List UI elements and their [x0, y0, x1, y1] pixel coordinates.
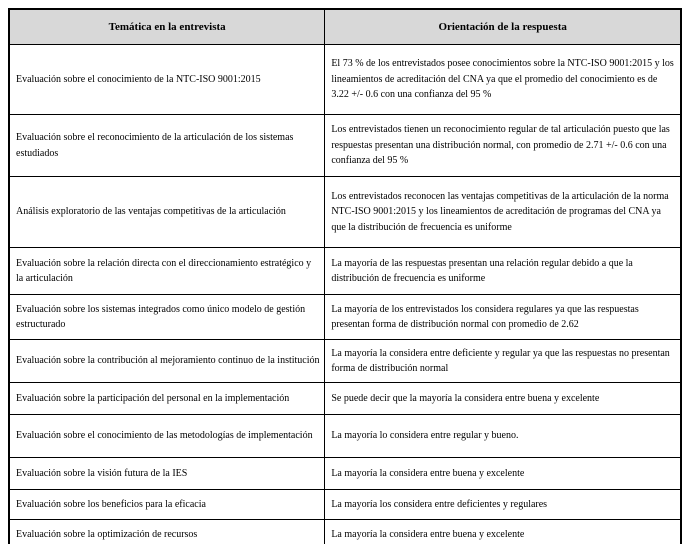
interview-results-table	[8, 8, 682, 544]
orientacion-cell: La mayoría lo considera entre regular y bueno.	[325, 415, 681, 458]
table-row	[9, 45, 681, 115]
table-row	[9, 115, 681, 177]
table-row	[9, 295, 681, 340]
table-row	[9, 520, 681, 544]
orientacion-cell: El 73 % de los entrevistados posee conocimientos sobre la NTC-ISO 9001:2015 y los lineamientos de acreditación del CNA ya que el promedio del conocimiento es de 3.22 +/- 0.6 con una confianza del 95 %	[325, 45, 681, 115]
tematica-cell: Evaluación sobre el conocimiento de la NTC-ISO 9001:2015	[9, 45, 325, 115]
orientacion-cell: La mayoría los considera entre deficientes y regulares	[325, 490, 681, 520]
orientacion-cell: Se puede decir que la mayoría la considera entre buena y excelente	[325, 383, 681, 415]
orientacion-cell: La mayoría de las respuestas presentan una relación regular debido a que la distribución de frecuencia es uniforme	[325, 248, 681, 295]
tematica-cell: Evaluación sobre el conocimiento de las metodologías de implementación	[9, 415, 325, 458]
table-row	[9, 415, 681, 458]
table-row	[9, 340, 681, 383]
tematica-cell: Evaluación sobre la visión futura de la IES	[9, 458, 325, 490]
table-row	[9, 458, 681, 490]
table-body	[9, 45, 681, 544]
tematica-cell: Evaluación sobre la relación directa con el direccionamiento estratégico y la articulación	[9, 248, 325, 295]
header-row	[9, 9, 681, 45]
table-row	[9, 383, 681, 415]
orientacion-cell: La mayoría la considera entre deficiente y regular ya que las respuestas no presentan forma de distribución normal	[325, 340, 681, 383]
orientacion-cell: La mayoría de los entrevistados los considera regulares ya que las respuestas presentan forma de distribución normal con promedio de 2.62	[325, 295, 681, 340]
tematica-cell: Evaluación sobre la participación del personal en la implementación	[9, 383, 325, 415]
table-row	[9, 490, 681, 520]
tematica-cell: Evaluación sobre los sistemas integrados como único modelo de gestión estructurado	[9, 295, 325, 340]
column-header-orientacion: Orientación de la respuesta	[325, 9, 681, 45]
column-header-tematica: Temática en la entrevista	[9, 9, 325, 45]
orientacion-cell: Los entrevistados tienen un reconocimiento regular de tal articulación puesto que las respuestas presentan una distribución normal, con promedio de 2.71 +/- 0.6 con una confianza del 95 %	[325, 115, 681, 177]
tematica-cell: Evaluación sobre la contribución al mejoramiento continuo de la institución	[9, 340, 325, 383]
orientacion-cell: La mayoría la considera entre buena y excelente	[325, 458, 681, 490]
table-row	[9, 248, 681, 295]
tematica-cell: Evaluación sobre los beneficios para la eficacia	[9, 490, 325, 520]
tematica-cell: Evaluación sobre el reconocimiento de la articulación de los sistemas estudiados	[9, 115, 325, 177]
tematica-cell: Análisis exploratorio de las ventajas competitivas de la articulación	[9, 177, 325, 248]
orientacion-cell: Los entrevistados reconocen las ventajas competitivas de la articulación de la norma NTC-ISO 9001:2015 y los lineamientos de acreditación de programas del CNA ya que la distribución de frecuencia es uniforme	[325, 177, 681, 248]
orientacion-cell: La mayoría la considera entre buena y excelente	[325, 520, 681, 544]
table-row	[9, 177, 681, 248]
tematica-cell: Evaluación sobre la optimización de recursos	[9, 520, 325, 544]
